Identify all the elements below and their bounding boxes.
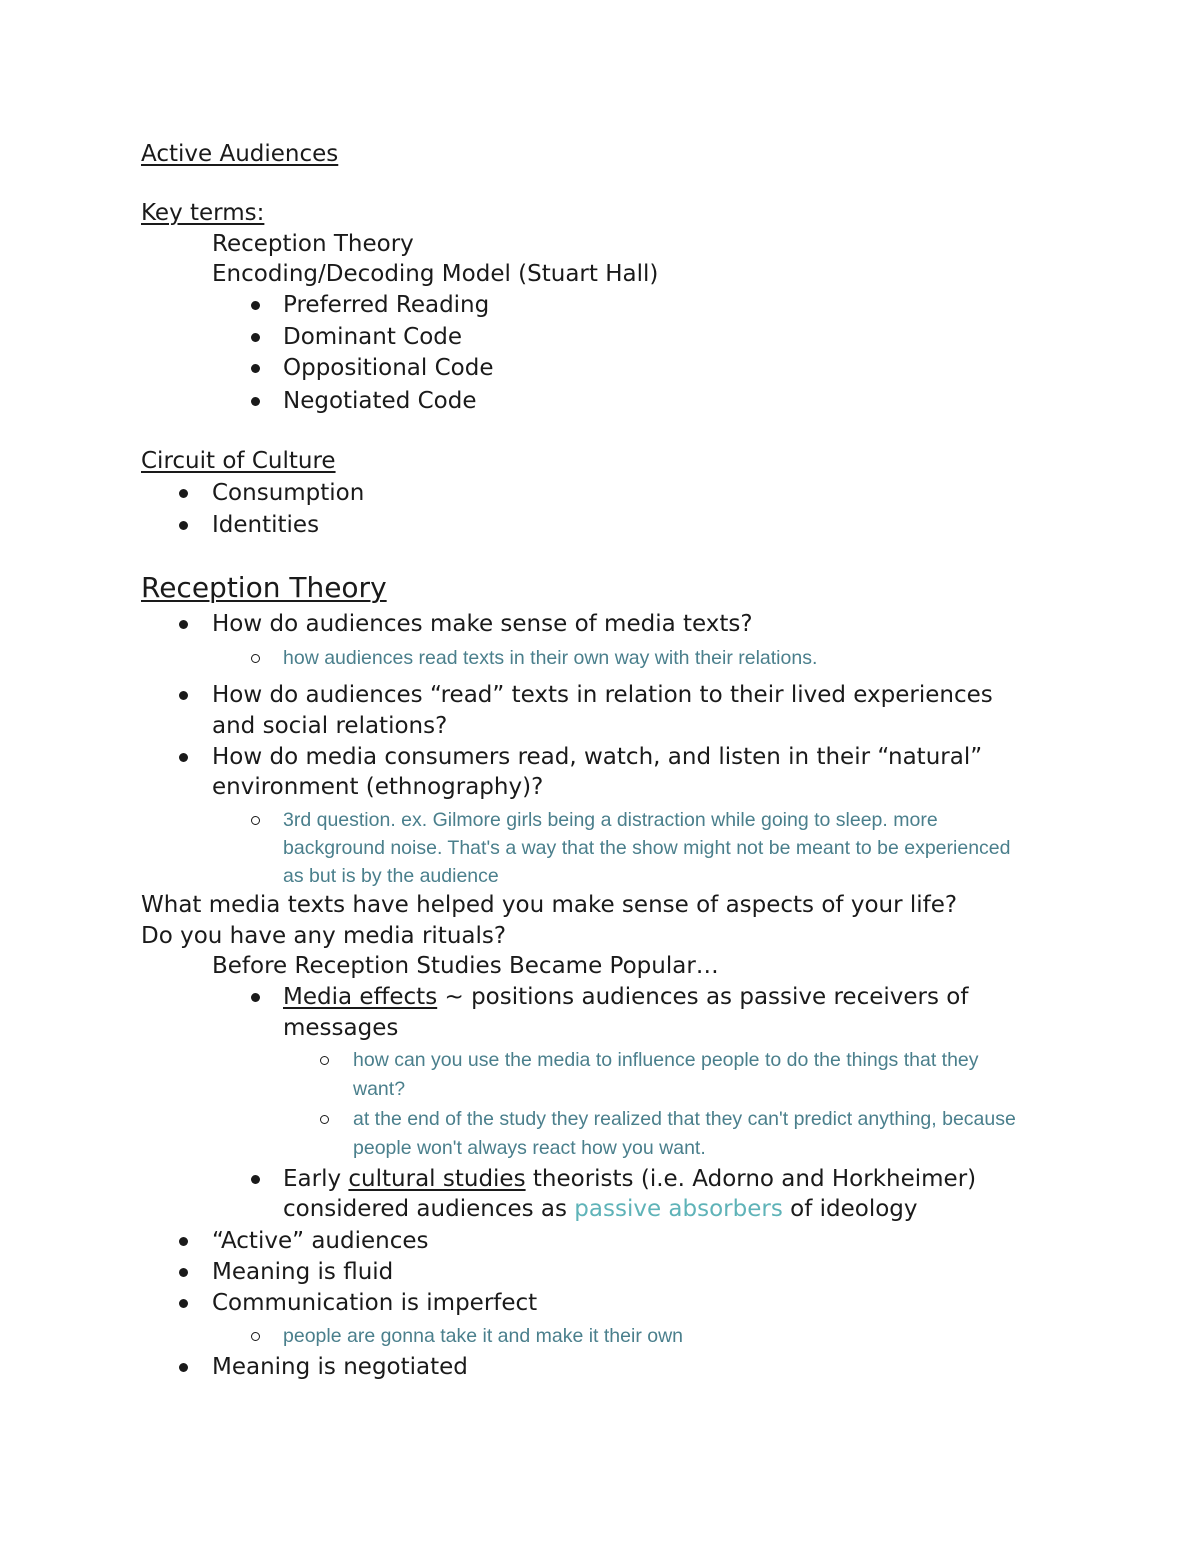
bullet-icon [251, 364, 260, 373]
early-studies-text: of ideology [782, 1196, 918, 1222]
key-term-subitem: Dominant Code [283, 324, 463, 350]
reception-heading: Reception Theory [141, 571, 387, 604]
paragraph-text: What media texts have helped you make sense of aspects of your life? [141, 892, 958, 918]
circle-bullet-icon [251, 816, 260, 825]
list-item: “Active” audiences [212, 1228, 429, 1254]
note-text: want? [353, 1078, 406, 1100]
media-effects-line [283, 982, 968, 1012]
key-term-subitem: Preferred Reading [283, 292, 490, 318]
bullet-icon [179, 1268, 188, 1277]
note-text: how can you use the media to influence people to do the things that they [353, 1049, 979, 1071]
early-studies-text: Early [283, 1166, 349, 1192]
bullet-icon [179, 1363, 188, 1372]
bullet-icon [179, 489, 188, 498]
list-item: Meaning is fluid [212, 1259, 394, 1285]
early-studies-text: considered audiences as [283, 1196, 575, 1222]
circle-bullet-icon [320, 1056, 329, 1065]
bullet-icon [251, 397, 260, 406]
list-item: Communication is imperfect [212, 1290, 538, 1316]
bullet-icon [179, 691, 188, 700]
question-text: How do media consumers read, watch, and listen in their “natural” [212, 744, 983, 770]
note-text: at the end of the study they realized that they can't predict anything, because [353, 1108, 1016, 1130]
circle-bullet-icon [320, 1115, 329, 1124]
early-studies-line [283, 1194, 918, 1224]
media-effects-line: messages [283, 1015, 399, 1041]
question-text: and social relations? [212, 713, 448, 739]
note-text: how audiences read texts in their own way with their relations. [283, 647, 818, 669]
paragraph-text: Do you have any media rituals? [141, 923, 507, 949]
bullet-icon [251, 333, 260, 342]
note-text: people won't always react how you want. [353, 1137, 706, 1159]
circuit-item: Identities [212, 512, 320, 538]
bullet-icon [251, 301, 260, 310]
cultural-studies-term: cultural studies [348, 1166, 526, 1192]
circle-bullet-icon [251, 654, 260, 663]
question-text: How do audiences “read” texts in relation to their lived experiences [212, 682, 993, 708]
early-studies-text: theorists (i.e. Adorno and Horkheimer) [525, 1166, 977, 1192]
early-studies-line [283, 1164, 976, 1194]
note-text: as but is by the audience [283, 865, 499, 887]
subheading-text: Before Reception Studies Became Popular… [212, 953, 719, 979]
key-term-item: Reception Theory [212, 231, 414, 257]
bullet-icon [251, 1175, 260, 1184]
key-term-item: Encoding/Decoding Model (Stuart Hall) [212, 261, 659, 287]
bullet-icon [179, 1237, 188, 1246]
page-title: Active Audiences [141, 141, 339, 167]
question-text: How do audiences make sense of media texts? [212, 611, 753, 637]
bullet-icon [179, 1299, 188, 1308]
bullet-icon [179, 521, 188, 530]
media-effects-term: Media effects [283, 984, 438, 1010]
note-text: 3rd question. ex. Gilmore girls being a distraction while going to sleep. more [283, 809, 938, 831]
list-item: Meaning is negotiated [212, 1354, 468, 1380]
note-text: people are gonna take it and make it their own [283, 1325, 684, 1347]
passive-absorbers-highlight: passive absorbers [574, 1196, 783, 1222]
circle-bullet-icon [251, 1332, 260, 1341]
bullet-icon [179, 620, 188, 629]
circuit-item: Consumption [212, 480, 365, 506]
key-terms-heading: Key terms: [141, 200, 265, 226]
bullet-icon [251, 993, 260, 1002]
key-term-subitem: Negotiated Code [283, 388, 477, 414]
key-term-subitem: Oppositional Code [283, 355, 494, 381]
question-text: environment (ethnography)? [212, 774, 544, 800]
note-text: background noise. That's a way that the show might not be meant to be experienced [283, 837, 1011, 859]
media-effects-desc: ~ positions audiences as passive receivers of [437, 984, 969, 1010]
bullet-icon [179, 753, 188, 762]
circuit-heading: Circuit of Culture [141, 448, 336, 474]
